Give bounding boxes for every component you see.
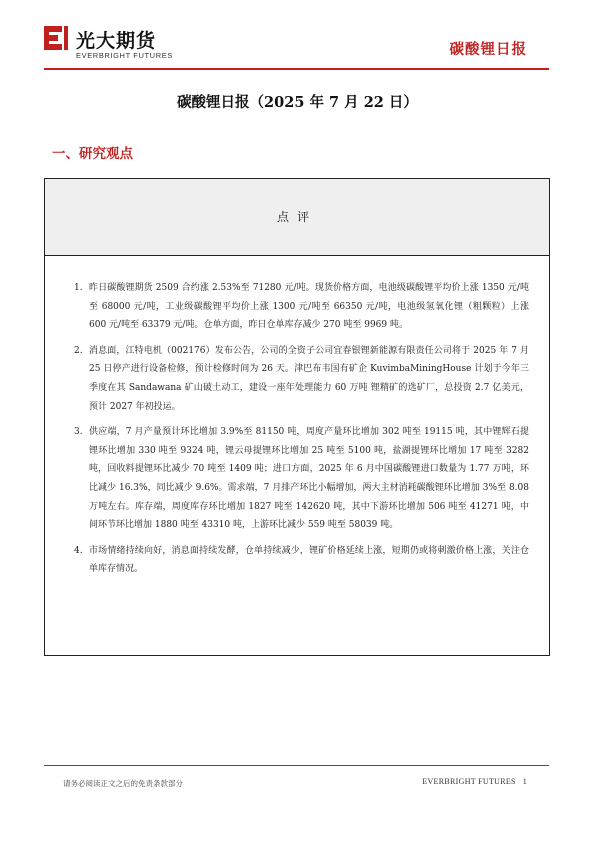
list-item [45,342,549,416]
document-title: 碳酸锂日报（2025 年 7 月 22 日） [177,94,418,111]
list-item [45,279,549,335]
footer-divider [44,765,549,766]
list-item-text: 昨日碳酸锂期货 2509 合约涨 2.53%至 71280 元/吨。现货价格方面，电池级碳酸锂平均价上涨 1350 元/吨至 68000 元/吨，工业级碳酸锂平均价上涨 1300 元/吨至 66350 元/吨，电池级氢氧化锂（粗颗粒）上涨 600 元/吨至 63379 元/吨。仓单方面，昨日仓单库存减少 270 吨至 9969 吨。 [89,283,529,331]
list-item [45,542,549,579]
list-item-number: 1. [74,283,83,293]
section-heading: 一、研究观点 [52,146,133,162]
brand-name-cn: 光大期货 [76,30,157,52]
page-header [0,0,595,72]
list-item-text: 消息面，江特电机（002176）发布公告，公司的全资子公司宜春银锂新能源有限责任公司将于 2025 年 7 月 25 日停产进行设备检修，预计检修时间为 26 天。津巴布韦国有矿企 KuvimbaMiningHouse 计划于今年三季度在其 Sandawana 矿山破土动工，建设一座年处理能力 60 万吨 锂精矿的选矿厂，总投资 2.7 亿美元，预计 2027 年初投运。 [89,345,529,412]
header-divider [44,68,549,70]
brand-name-en: EVERBRIGHT FUTURES [76,51,173,60]
everbright-logo-icon [44,24,68,58]
list-item-text: 市场情绪持续向好，消息面持续发酵，仓单持续减少，锂矿价格延续上涨，短期仍或将刺激价格上涨，关注仓单库存情况。 [89,545,529,575]
footer-company-page [422,777,527,786]
review-list [45,279,549,586]
list-item-text: 供应端，7 月产量预计环比增加 3.9%至 81150 吨，周度产量环比增加 302 吨至 19115 吨，其中锂辉石提锂环比增加 330 吨至 9324 吨，锂云母提锂环比增加 25 吨至 5100 吨，盐湖提锂环比增加 17 吨至 3282 吨，回收料提锂环比减少 70 吨至 1409 吨；进口方面，2025 年 6 月中国碳酸锂进口数量为 1.77 万吨，环比减少 16.3%，同比减少 9.6%。需求端，7 月排产环比小幅增加，两大主材消耗碳酸锂环比增加 3%至 8.08 万吨左右。库存端，周度库存环比增加 1827 吨至 142620 吨，其中下游环比增加 506 吨至 41271 吨，中间环节环比增加 1880 吨至 43310 吨，上游环比减少 559 吨至 58039 吨。 [89,427,529,531]
list-item-number: 4. [74,545,83,556]
list-item-number: 3. [74,427,83,438]
list-item-number: 2. [74,345,83,356]
review-heading: 点评 [276,210,317,224]
review-header [45,179,549,256]
footer-company: EVERBRIGHT FUTURES [422,777,516,786]
report-name: 碳酸锂日报 [449,42,527,58]
page-number: 1 [522,777,527,786]
review-box [44,178,550,656]
footer-disclaimer: 请务必阅读正文之后的免责条款部分 [63,779,183,788]
list-item [45,423,549,535]
brand-logo [44,24,194,64]
